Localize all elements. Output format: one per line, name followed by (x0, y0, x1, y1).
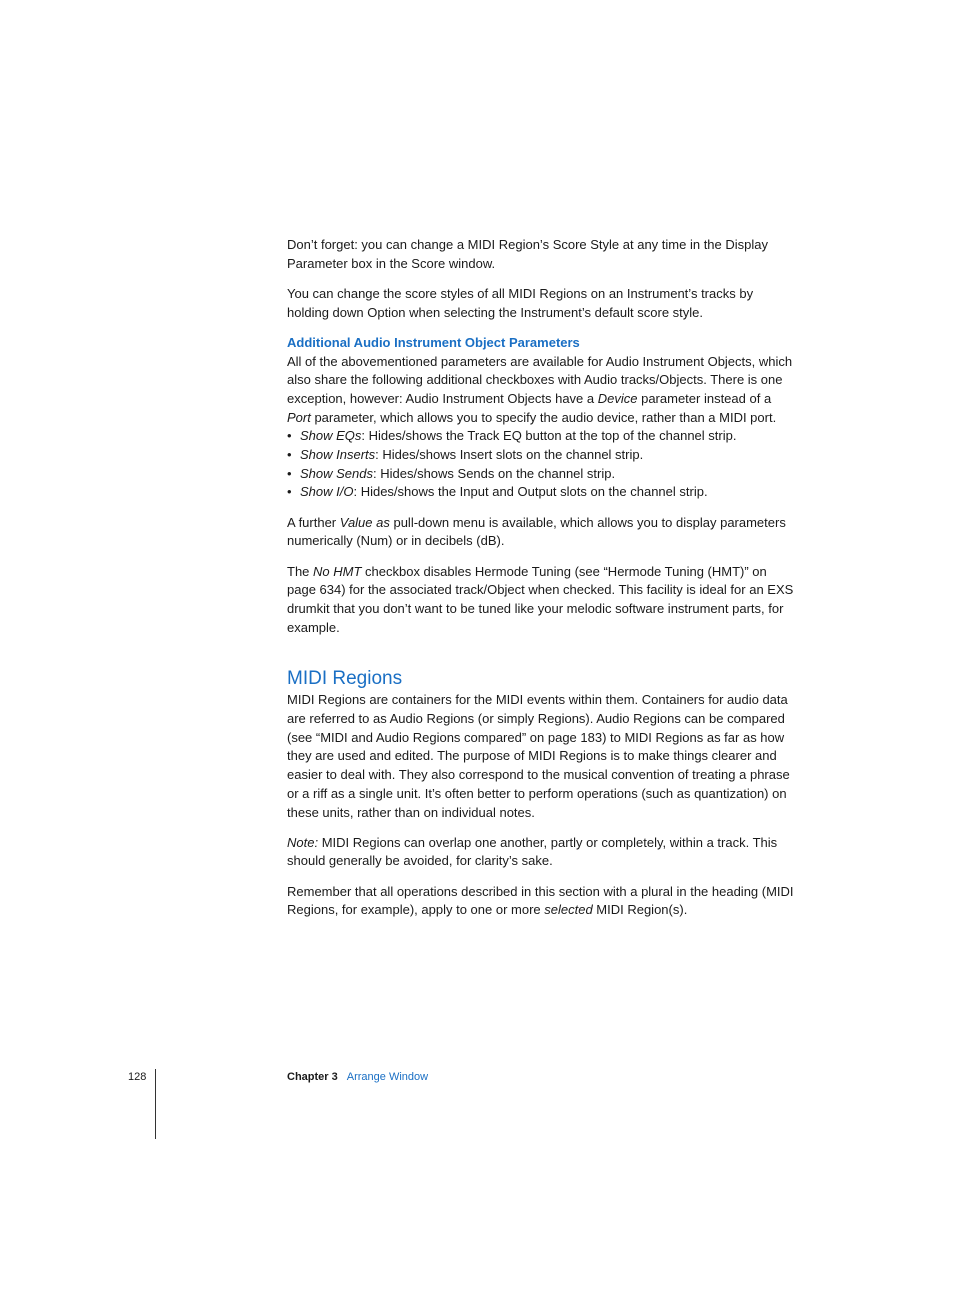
plural-heading-paragraph (287, 883, 797, 920)
text-run: A further (287, 514, 340, 530)
note-paragraph (287, 834, 797, 871)
text-run: parameter instead of a (637, 390, 772, 406)
chapter-label: Chapter 3 (287, 1071, 338, 1083)
list-item-text: : Hides/shows Insert slots on the channel strip. (375, 447, 644, 463)
section-title-midi-regions: MIDI Regions (287, 668, 403, 690)
term-show-sends: Show Sends (300, 465, 373, 481)
footer-chapter (287, 1070, 428, 1084)
checkbox-options-list (287, 427, 797, 502)
text-run: MIDI Region(s). (592, 902, 688, 918)
list-item-text: : Hides/shows the Track EQ button at the top of the channel strip. (361, 428, 737, 444)
term-show-inserts: Show Inserts (300, 447, 376, 463)
text-run: The (287, 563, 314, 579)
term-value-as: Value as (339, 514, 390, 530)
text-run: All of the abovementioned parameters are available for Audio Instrument Objects, which also share the following additional checkboxes with Audio tracks/Objects. There is one exception, however: Audio Instrument Objects have a (287, 353, 793, 406)
term-no-hmt: No HMT (313, 563, 362, 579)
bullet-icon: • (287, 484, 292, 500)
text-run: Remember that all operations described in this section with a plural in the heading (MIDI Regions, for example), apply to one or more (287, 883, 794, 918)
subheading-audio-instrument-parameters: Additional Audio Instrument Object Parameters (287, 334, 580, 350)
list-item (287, 446, 797, 465)
audio-params-paragraph (287, 353, 797, 428)
chapter-name: Arrange Window (346, 1071, 429, 1083)
no-hmt-paragraph (287, 563, 797, 638)
text-run: parameter, which allows you to specify the audio device, rather than a MIDI port. (310, 409, 777, 425)
list-item (287, 483, 797, 502)
text-run: checkbox disables Hermode Tuning (see “Hermode Tuning (HMT)” on page 634) for the associated track/Object when checked. This facility is ideal for an EXS drumkit that you don’t want to be tuned like your melodic software instrument parts, for example. (287, 563, 794, 635)
note-label: Note: (287, 834, 319, 850)
value-as-paragraph (287, 514, 797, 551)
term-show-io: Show I/O (300, 484, 354, 500)
bullet-icon: • (287, 428, 292, 444)
intro-paragraph-score-style: Don’t forget: you can change a MIDI Region’s Score Style at any time in the Display Parameter box in the Score window. (287, 237, 769, 271)
intro-paragraph-option-key: You can change the score styles of all MIDI Regions on an Instrument’s tracks by holding down Option when selecting the Instrument’s default score style. (287, 285, 754, 320)
page-number: 128 (128, 1071, 147, 1083)
list-item-text: : Hides/shows Sends on the channel strip. (373, 465, 616, 481)
term-device: Device (597, 390, 638, 406)
note-text: MIDI Regions can overlap one another, partly or completely, within a track. This should generally be avoided, for clarity’s sake. (287, 834, 778, 869)
term-port: Port (287, 409, 311, 425)
list-item (287, 465, 797, 484)
text-run: pull-down menu is available, which allows you to display parameters numerically (Num) or in decibels (dB). (287, 514, 786, 549)
bullet-icon: • (287, 447, 292, 463)
footer-divider (155, 1069, 156, 1139)
page-content (287, 236, 797, 920)
list-item-text: : Hides/shows the Input and Output slots on the channel strip. (353, 484, 708, 500)
term-show-eqs: Show EQs (300, 428, 362, 444)
term-selected: selected (544, 902, 593, 918)
bullet-icon: • (287, 465, 292, 481)
midi-regions-paragraph: MIDI Regions are containers for the MIDI events within them. Containers for audio data are referred to as Audio Regions (or simply Regions). Audio Regions can be compared (see “MIDI and Audio Regions compared” on page 183) to MIDI Regions as far as how they are used and edited. The purpose of MIDI Regions is to make things clearer and easier to deal with. They also correspond to the musical convention of treating a phrase or a riff as a single unit. It’s often better to perform operations (such as quantization) on these units, rather than on individual notes. (287, 692, 790, 820)
list-item (287, 427, 797, 446)
